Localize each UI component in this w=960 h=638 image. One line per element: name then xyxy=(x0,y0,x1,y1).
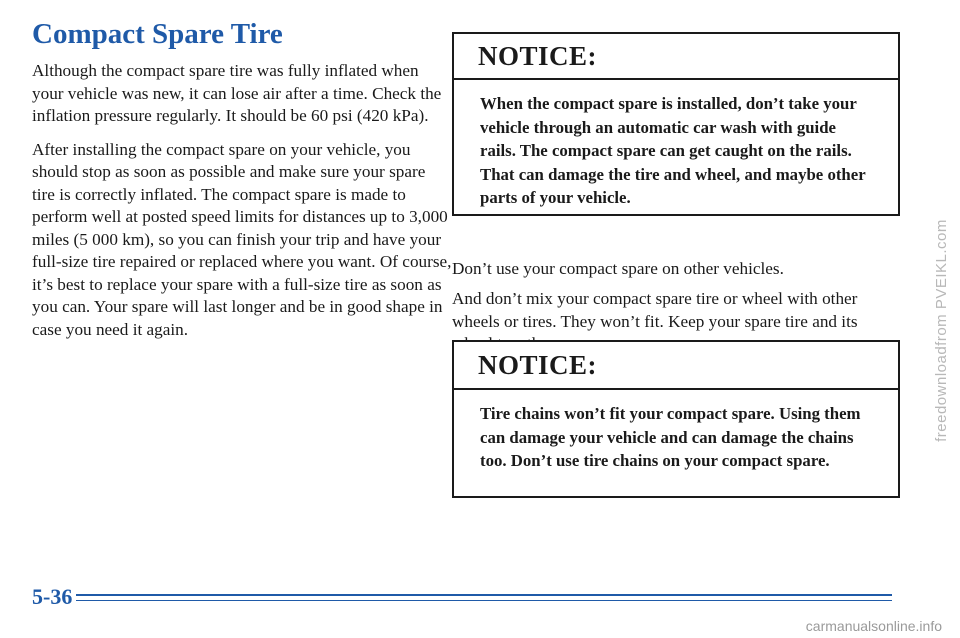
paragraph-inflation: Although the compact spare tire was fully inflated when your vehicle was new, it can lose air after a time. Check the inflation pressure regularly. It should be 60 psi (420 kPa). xyxy=(32,61,442,125)
notice-heading: NOTICE: xyxy=(454,34,898,80)
notice-box-tire-chains xyxy=(452,340,900,498)
bottom-watermark: carmanualsonline.info xyxy=(805,618,942,634)
notice-body: Tire chains won’t fit your compact spare. Using them can damage your vehicle and can damage the chains too. Don’t use tire chains on your compact spare. xyxy=(480,404,861,470)
right-text-1 xyxy=(452,258,882,281)
page-title: Compact Spare Tire xyxy=(32,18,283,50)
footer-rule xyxy=(76,594,892,596)
paragraph-other-vehicles: Don’t use your compact spare on other vehicles. xyxy=(452,259,784,278)
notice-body: When the compact spare is installed, don’t take your vehicle through an automatic car wash with guide rails. The compact spare can get caught on the rails. That can damage the tire and wheel, and maybe other parts of your vehicle. xyxy=(480,94,866,207)
side-watermark-text: freedownloadfrom PVEIKL.com xyxy=(932,218,950,442)
notice-box-car-wash xyxy=(452,32,900,216)
paragraph-installing: After installing the compact spare on your vehicle, you should stop as soon as possible and make sure your spare tire is correctly inflated. The compact spare is made to perform well at posted speed limits for distances up to 3,000 miles (5 000 km), so you can finish your trip and have your full-size tire repaired or replaced where you want. Of course, it’s best to replace your spare with a full-size tire as soon as you can. Your spare will last longer and be in good shape in case you need it again. xyxy=(32,139,452,339)
page-number: 5-36 xyxy=(32,584,73,609)
side-watermark xyxy=(926,60,956,600)
notice-heading: NOTICE: xyxy=(454,342,898,390)
footer-rule xyxy=(76,600,892,601)
left-column xyxy=(32,60,452,352)
paragraph-dont-mix: And don’t mix your compact spare tire or wheel with other wheels or tires. They won’t fit. Keep your spare tire and its xyxy=(452,289,858,331)
